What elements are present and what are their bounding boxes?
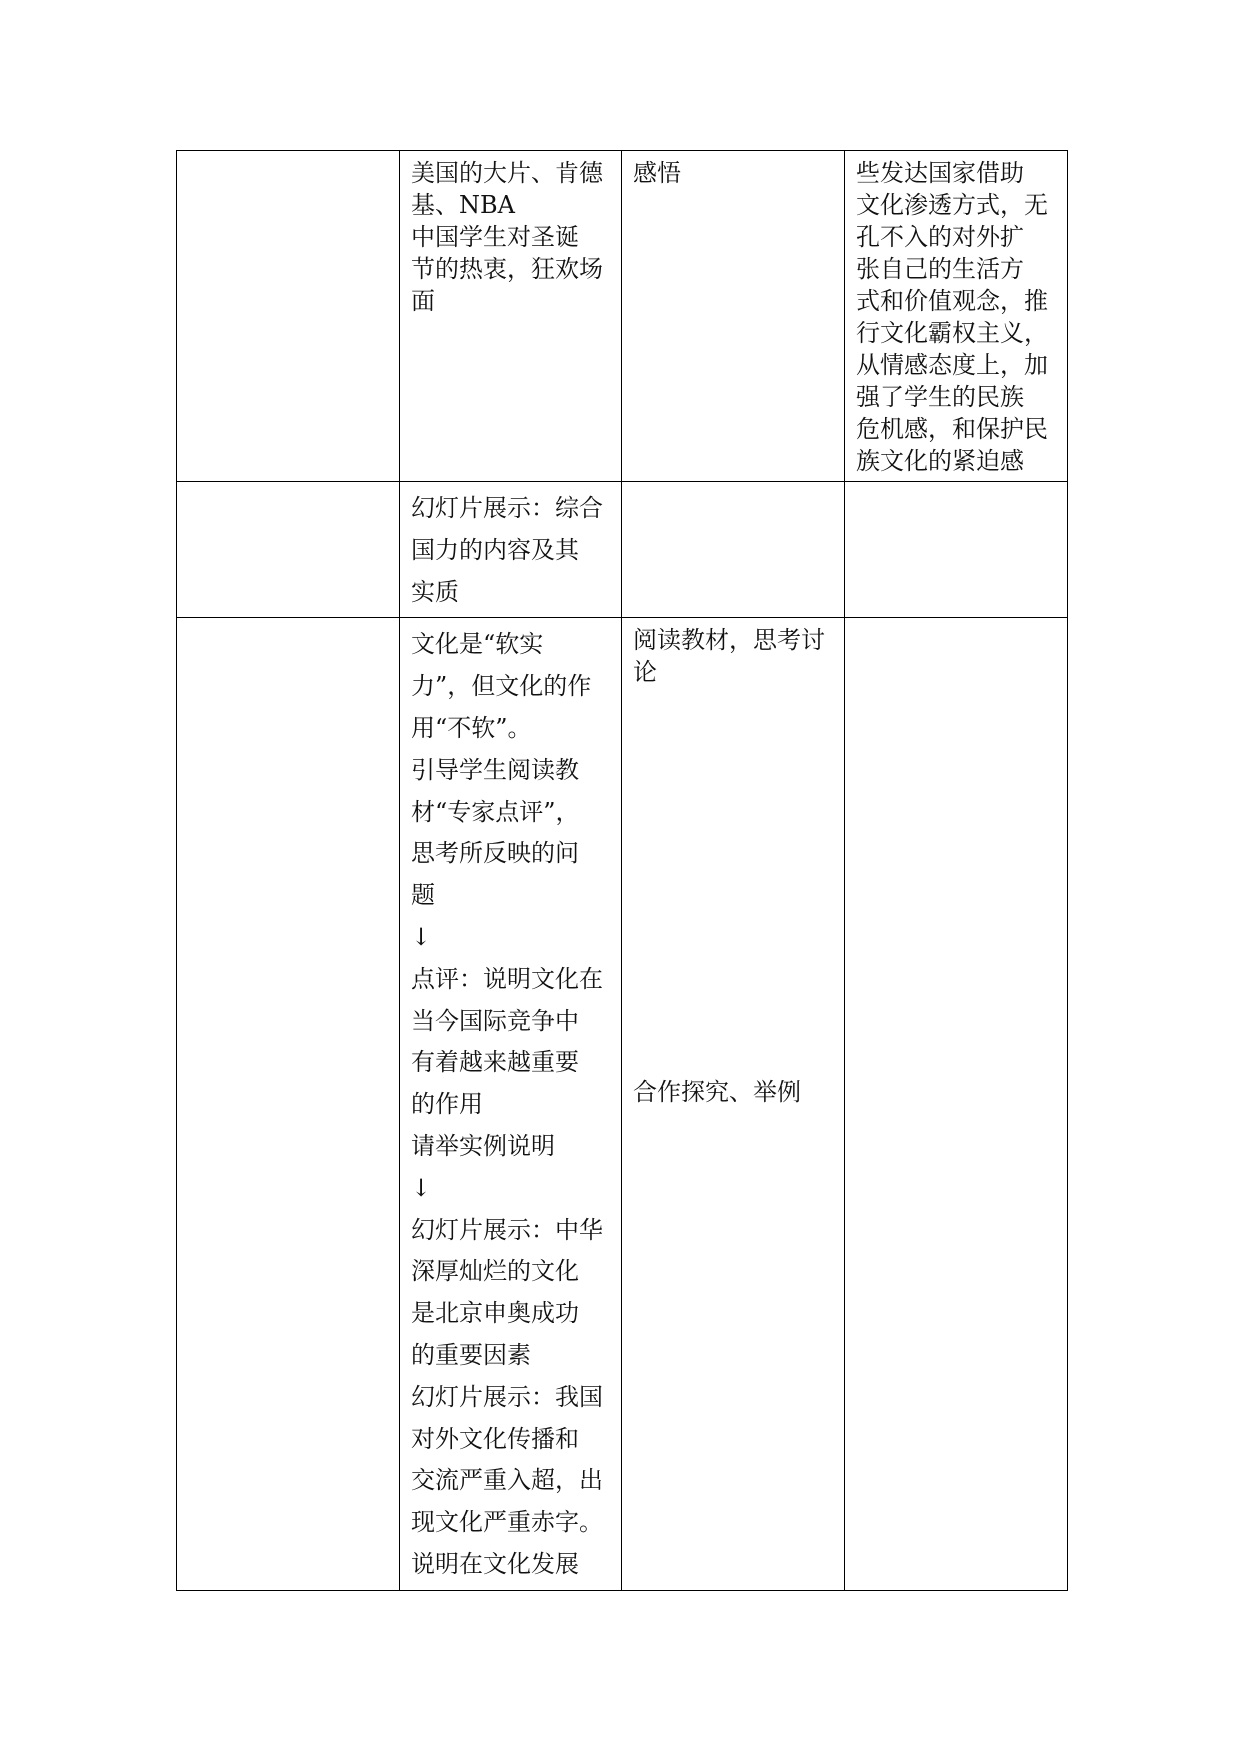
row1-col1-cell bbox=[177, 151, 400, 482]
text-line: 节的热衷，狂欢场 bbox=[411, 255, 603, 283]
text-line: 文化是“软实 bbox=[411, 630, 544, 659]
row3-col1-cell bbox=[177, 618, 400, 1590]
text-line: 张自己的生活方 bbox=[856, 255, 1024, 283]
row3-col4-cell bbox=[845, 618, 1068, 1590]
row1-col2-cell bbox=[400, 151, 622, 482]
text-line: 族文化的紧迫感 bbox=[856, 447, 1024, 475]
row1-col3-cell bbox=[622, 151, 845, 482]
text-line: 中国学生对圣诞 bbox=[411, 223, 579, 251]
text-line: 幻灯片展示：中华 bbox=[411, 1215, 603, 1244]
text-line: 式和价值观念，推 bbox=[856, 287, 1048, 315]
text-line: 实质 bbox=[411, 577, 459, 606]
text-line: 材“专家点评”， bbox=[411, 797, 580, 826]
text-line: 行文化霸权主义， bbox=[856, 319, 1048, 347]
text-line: 深厚灿烂的文化 bbox=[411, 1257, 579, 1286]
text-line: 当今国际竞争中 bbox=[411, 1006, 579, 1035]
row3-col2-cell bbox=[400, 618, 622, 1590]
text-line: 从情感态度上，加 bbox=[856, 351, 1048, 379]
row2-col4-cell bbox=[845, 482, 1068, 618]
text-line: 力”，但文化的作 bbox=[411, 672, 592, 701]
text-line: 些发达国家借助 bbox=[856, 159, 1024, 187]
text-line: 文化渗透方式，无 bbox=[856, 191, 1048, 219]
down-arrow-icon: ↓ bbox=[411, 1173, 432, 1202]
row3-col3-cell bbox=[622, 618, 845, 1590]
text-line: 国力的内容及其 bbox=[411, 535, 579, 564]
text-line: 论 bbox=[633, 658, 657, 687]
text-line: 有着越来越重要 bbox=[411, 1048, 579, 1077]
text-line: 孔不入的对外扩 bbox=[856, 223, 1024, 251]
text-line: 幻灯片展示：综合 bbox=[411, 494, 603, 522]
table-row bbox=[177, 482, 1068, 618]
text-line: 对外文化传播和 bbox=[411, 1424, 579, 1453]
text-line: 幻灯片展示：我国 bbox=[411, 1382, 603, 1411]
text-line: 强了学生的民族 bbox=[856, 383, 1024, 411]
text-line: 感悟 bbox=[633, 159, 681, 187]
cell-spacer bbox=[633, 688, 834, 1076]
row1-col4-cell bbox=[845, 151, 1068, 482]
text-line: 危机感，和保护民 bbox=[856, 415, 1048, 443]
text-line: 说明在文化发展 bbox=[411, 1549, 579, 1578]
text-line: 交流严重入超，出 bbox=[411, 1466, 603, 1495]
lesson-plan-table bbox=[176, 150, 1068, 1591]
table-row bbox=[177, 618, 1068, 1590]
text-line: 点评：说明文化在 bbox=[411, 964, 603, 993]
down-arrow-icon: ↓ bbox=[411, 922, 432, 951]
text-line: 美国的大片、肯德 bbox=[411, 159, 603, 187]
text-line: 引导学生阅读教 bbox=[411, 755, 579, 784]
text-line: 思考所反映的问 bbox=[411, 839, 579, 868]
row2-col3-cell bbox=[622, 482, 845, 618]
text-line: 合作探究、举例 bbox=[633, 1078, 801, 1107]
text-line: 阅读教材，思考讨 bbox=[633, 626, 825, 655]
text-line: 用“不软”。 bbox=[411, 713, 532, 742]
text-line: 题 bbox=[411, 881, 435, 910]
row2-col1-cell bbox=[177, 482, 400, 618]
row2-col2-cell bbox=[400, 482, 622, 618]
text-line: 的重要因素 bbox=[411, 1340, 531, 1369]
text-line: 的作用 bbox=[411, 1090, 483, 1119]
text-line: 面 bbox=[411, 287, 435, 315]
text-line: 基、NBA bbox=[411, 191, 515, 219]
table-row bbox=[177, 151, 1068, 482]
text-line: 现文化严重赤字。 bbox=[411, 1508, 603, 1537]
text-line: 是北京申奥成功 bbox=[411, 1299, 579, 1328]
text-line: 请举实例说明 bbox=[411, 1131, 555, 1160]
